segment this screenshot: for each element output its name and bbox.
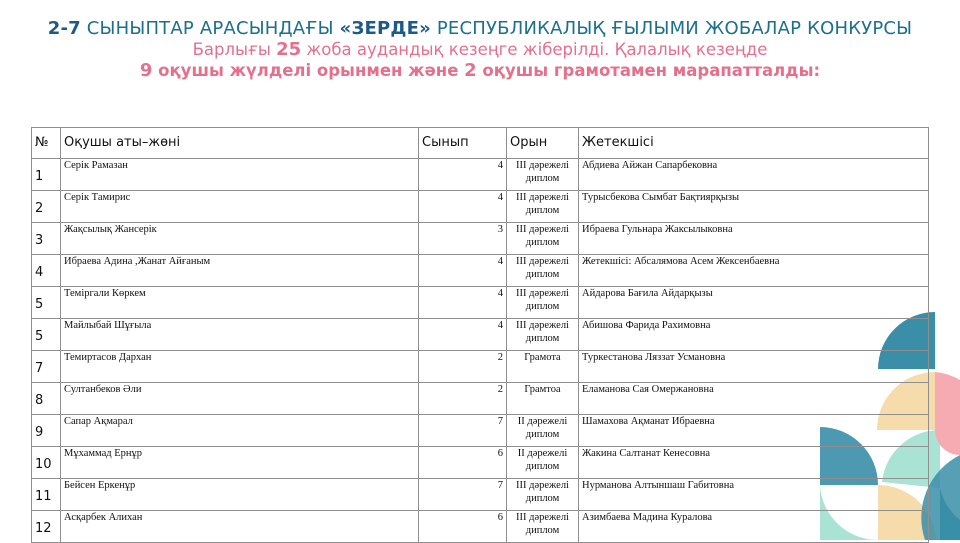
mentor-name: Абишова Фарида Рахимовна xyxy=(579,319,929,351)
table-row xyxy=(32,351,929,383)
mentor-name: Шамахова Ақманат Ибраевна xyxy=(579,415,929,447)
row-number: 4 xyxy=(32,255,61,287)
student-grade: 7 xyxy=(419,479,507,511)
student-name: Серік Рамазан xyxy=(61,159,419,191)
row-number: 12 xyxy=(32,511,61,543)
row-number: 1 xyxy=(32,159,61,191)
row-number: 3 xyxy=(32,223,61,255)
table-row xyxy=(32,159,929,191)
student-name: Бейсен Еркенұр xyxy=(61,479,419,511)
results-table xyxy=(31,127,929,543)
mentor-name: Абдиева Айжан Сапарбековна xyxy=(579,159,929,191)
mentor-name: Жакина Салтанат Кенесовна xyxy=(579,447,929,479)
table-row xyxy=(32,447,929,479)
mentor-name: Жетекшісі: Абсалямова Асем Жексенбаевна xyxy=(579,255,929,287)
student-grade: 2 xyxy=(419,383,507,415)
award-place: ІІІ дәрежелі диплом xyxy=(507,159,579,191)
table-header-row xyxy=(32,128,929,159)
award-place: ІІІ дәрежелі диплом xyxy=(507,287,579,319)
student-grade: 4 xyxy=(419,191,507,223)
row-number: 9 xyxy=(32,415,61,447)
award-place: ІІ дәрежелі диплом xyxy=(507,415,579,447)
row-number: 11 xyxy=(32,479,61,511)
student-grade: 4 xyxy=(419,287,507,319)
award-place: ІІІ дәрежелі диплом xyxy=(507,511,579,543)
award-place: Грамтоа xyxy=(507,383,579,415)
student-grade: 4 xyxy=(419,255,507,287)
mentor-name: Ибраева Гульнара Жаксылыковна xyxy=(579,223,929,255)
student-name: Жақсылық Жансерік xyxy=(61,223,419,255)
award-place: ІІІ дәрежелі диплом xyxy=(507,479,579,511)
row-number: 5 xyxy=(32,319,61,351)
table-row xyxy=(32,255,929,287)
student-grade: 3 xyxy=(419,223,507,255)
student-name: Теміргали Көркем xyxy=(61,287,419,319)
award-place: ІІІ дәрежелі диплом xyxy=(507,223,579,255)
table-row xyxy=(32,319,929,351)
row-number: 7 xyxy=(32,351,61,383)
decor-teal-br xyxy=(940,488,960,540)
student-grade: 4 xyxy=(419,159,507,191)
student-name: Серік Тамирис xyxy=(61,191,419,223)
decor-pink-right xyxy=(935,372,960,430)
table-row xyxy=(32,383,929,415)
student-grade: 2 xyxy=(419,351,507,383)
row-number: 8 xyxy=(32,383,61,415)
table-row xyxy=(32,415,929,447)
mentor-name: Азимбаева Мадина Куралова xyxy=(579,511,929,543)
header xyxy=(0,18,960,81)
table-row xyxy=(32,191,929,223)
row-number: 2 xyxy=(32,191,61,223)
student-name: Асқарбек Алихан xyxy=(61,511,419,543)
award-place: ІІІ дәрежелі диплом xyxy=(507,319,579,351)
table-row xyxy=(32,223,929,255)
table-row xyxy=(32,287,929,319)
student-name: Сапар Ақмарал xyxy=(61,415,419,447)
row-number: 5 xyxy=(32,287,61,319)
student-name: Ибраева Адина ,Жанат Айғаным xyxy=(61,255,419,287)
award-place: Грамота xyxy=(507,351,579,383)
header-number: № xyxy=(32,128,61,159)
mentor-name: Туркестанова Ляззат Усмановна xyxy=(579,351,929,383)
student-name: Султанбеков Әли xyxy=(61,383,419,415)
header-grade: Сынып xyxy=(419,128,507,159)
mentor-name: Еламанова Сая Омержановна xyxy=(579,383,929,415)
student-name: Майлыбай Шұғыла xyxy=(61,319,419,351)
student-grade: 6 xyxy=(419,447,507,479)
mentor-name: Нурманова Алтыншаш Габитовна xyxy=(579,479,929,511)
page-title: 2-7 СЫНЫПТАР АРАСЫНДАҒЫ «ЗЕРДЕ» РЕСПУБЛИКАЛЫҚ ҒЫЛЫМИ ЖОБАЛАР КОНКУРСЫ xyxy=(47,18,913,39)
subtitle-line-1: Барлығы 25 жоба аудандық кезеңге жіберілді. Қалалық кезеңде xyxy=(192,39,768,60)
header-name: Оқушы аты–жөні xyxy=(61,128,419,159)
header-place: Орын xyxy=(507,128,579,159)
award-place: ІІІ дәрежелі диплом xyxy=(507,255,579,287)
table-row xyxy=(32,479,929,511)
student-grade: 4 xyxy=(419,319,507,351)
header-mentor: Жетекшісі xyxy=(579,128,929,159)
student-grade: 6 xyxy=(419,511,507,543)
subtitle-line-2: 9 оқушы жүлделі орынмен және 2 оқушы грамотамен марапатталды: xyxy=(139,60,821,81)
award-place: ІІ дәрежелі диплом xyxy=(507,447,579,479)
award-place: ІІІ дәрежелі диплом xyxy=(507,191,579,223)
row-number: 10 xyxy=(32,447,61,479)
student-name: Мұхаммад Ернұр xyxy=(61,447,419,479)
table-row xyxy=(32,511,929,543)
mentor-name: Турысбекова Сымбат Бақтиярқызы xyxy=(579,191,929,223)
decor-pink-small xyxy=(935,430,960,455)
student-grade: 7 xyxy=(419,415,507,447)
student-name: Темиртасов Дархан xyxy=(61,351,419,383)
mentor-name: Айдарова Бағила Айдарқызы xyxy=(579,287,929,319)
